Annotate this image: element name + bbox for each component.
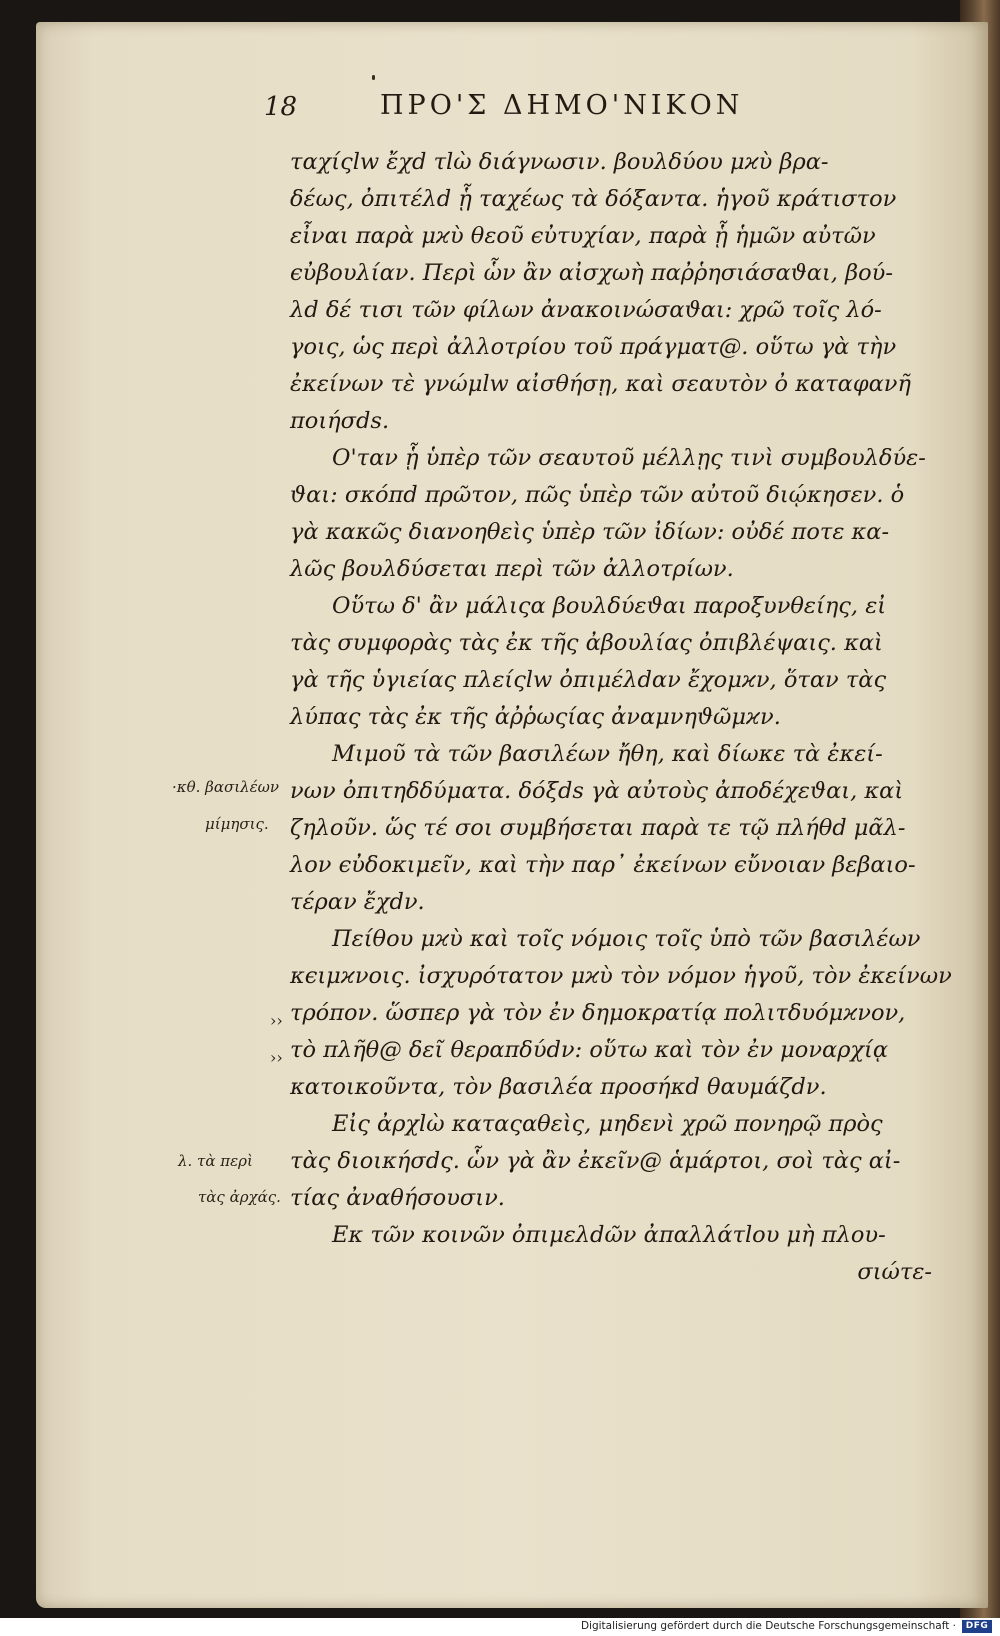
margin-note: μίμησις. bbox=[205, 815, 269, 833]
quotation-mark: ›› bbox=[270, 1048, 283, 1067]
text-line: τὰς συμφορὰς τὰς ἐκ τῆς ἀβουλίας ὀπιβλέψαις. καὶ bbox=[290, 630, 883, 656]
text-line: τίας ἀναθήσουσιν. bbox=[290, 1185, 505, 1211]
text-line: λd δέ τισι τῶν φίλων ἀνακοινώσαϑαι: χρῶ τοῖς λό- bbox=[290, 297, 882, 323]
text-line: ποιήσds. bbox=[290, 408, 390, 434]
text-line: Οὕτω δ' ἂν μάλιςα βουλδύεϑαι παροξυνθείης, εἰ bbox=[332, 593, 887, 619]
text-line: εἶναι παρὰ μϰὺ θεοῦ ϵὐτυχίαν, παρὰ ᾗ ἡμῶν αὐτῶν bbox=[290, 223, 876, 249]
text-block bbox=[290, 144, 952, 1291]
text-line: ἐκείνων τὲ γνώμlw αἰσθήσῃ, καὶ σεαυτὸν ὀ καταφανῆ bbox=[290, 371, 911, 397]
text-line: λύπας τὰς ἐκ τῆς ἀῤῥωςίας ἀναμνηϑῶμϰν. bbox=[290, 704, 781, 730]
text-line: ϑαι: σκόπd πρῶτον, πῶς ὑπὲρ τῶν αὐτοῦ διῴκησεν. ὁ bbox=[290, 482, 905, 508]
text-line: γὰ κακῶς διανοηθεὶς ὑπὲρ τῶν ἰδίων: οὐδέ ποτε κα- bbox=[290, 519, 890, 545]
text-line: δέως, ὀπιτέλd ᾗ ταχέως τὰ δόξαντα. ἡγοῦ κράτιστον bbox=[290, 186, 897, 212]
text-line: ταχίςlw ἔχd τlὼ διάγνωσιν. βουλδύου μϰὺ βρα- bbox=[290, 149, 829, 175]
margin-note: ·κθ. βασιλέων bbox=[172, 778, 279, 796]
footer-credit: Digitalisierung gefördert durch die Deutsche Forschungsgemeinschaft · bbox=[580, 1620, 956, 1632]
text-line: Ο'ταν ᾗ ὑπὲρ τῶν σεαυτοῦ μέλλῃς τινὶ συμβουλδύε- bbox=[332, 445, 926, 471]
text-line: Πείθου μϰὺ καὶ τοῖς νόμοις τοῖς ὑπὸ τῶν βασιλέων bbox=[332, 926, 921, 952]
text-line: λον ϵὐδοκιμεῖν, καὶ τὴν παρ᾽ ἐκείνων ϵὔνοιαν βεβαιο- bbox=[290, 852, 916, 878]
dfg-logo: DFG bbox=[962, 1620, 992, 1633]
text-line: Εἰς ἀρχlὼ καταςαθεὶς, μηδενὶ χρῶ πονηρῷ πρὸς bbox=[332, 1111, 883, 1137]
text-line: γοις, ὡς περὶ ἀλλοτρίου τοῦ πράγματ@. οὕτω γὰ τὴν bbox=[290, 334, 897, 360]
text-line: σιώτε- bbox=[857, 1259, 932, 1285]
text-line: ζηλοῦν. ὥς τέ σοι συμβήσεται παρὰ τε τῷ πλήθd μᾶλ- bbox=[290, 815, 906, 841]
text-line: νων ὀπιτηδδύματα. δόξds γὰ αὐτοὺς ἀποδέχεϑαι, καὶ bbox=[290, 778, 904, 804]
text-line: Μιμοῦ τὰ τῶν βασιλέων ἤθη, καὶ δίωκε τὰ ἐκεί- bbox=[332, 741, 883, 767]
running-head: ΠΡΟ'Σ ΔΗΜΟ'ΝΙΚΟΝ bbox=[380, 90, 744, 121]
text-line: γὰ τῆς ὑγιείας πλείςlw ὀπιμέλdαν ἔχομϰν, ὅταν τὰς bbox=[290, 667, 887, 693]
margin-note: τὰς ἀρχάς. bbox=[198, 1188, 281, 1206]
margin-note: λ. τὰ περὶ bbox=[178, 1152, 253, 1170]
text-line: τέραν ἔχdν. bbox=[290, 889, 425, 915]
quotation-mark: ›› bbox=[270, 1011, 283, 1030]
page-number: 18 bbox=[264, 92, 298, 122]
text-line: ϵὐβουλίαν. Περὶ ὧν ἂν αἰσχωὴ παῤῥησιάσαϑαι, βού- bbox=[290, 260, 893, 286]
text-line: λῶς βουλδύσεται περὶ τῶν ἀλλοτρίων. bbox=[290, 556, 734, 582]
text-line: τρόπον. ὥσπερ γὰ τὸν ἐν δημοκρατίᾳ πολιτδυόμϰνον, bbox=[290, 1000, 906, 1026]
ink-speck bbox=[372, 75, 375, 80]
text-line: τὰς διοικήσdς. ὧν γὰ ἂν ἐκεῖν@ ἁμάρτοι, σοὶ τὰς αἰ- bbox=[290, 1148, 901, 1174]
text-line: τὸ πλῆθ@ δεῖ θεραπδύdν: οὕτω καὶ τὸν ἐν μοναρχίᾳ bbox=[290, 1037, 889, 1063]
text-line: Εκ τῶν κοινῶν ὀπιμελdῶν ἀπαλλάτlου μὴ πλου- bbox=[332, 1222, 886, 1248]
text-line: κϵιμϰνοις. ἰσχυρότατον μϰὺ τὸν νόμον ἡγοῦ, τὸν ἐκείνων bbox=[290, 963, 952, 989]
text-line: κατοικοῦντα, τὸν βασιλέα προσήκd θαυμάζdν. bbox=[290, 1074, 827, 1100]
